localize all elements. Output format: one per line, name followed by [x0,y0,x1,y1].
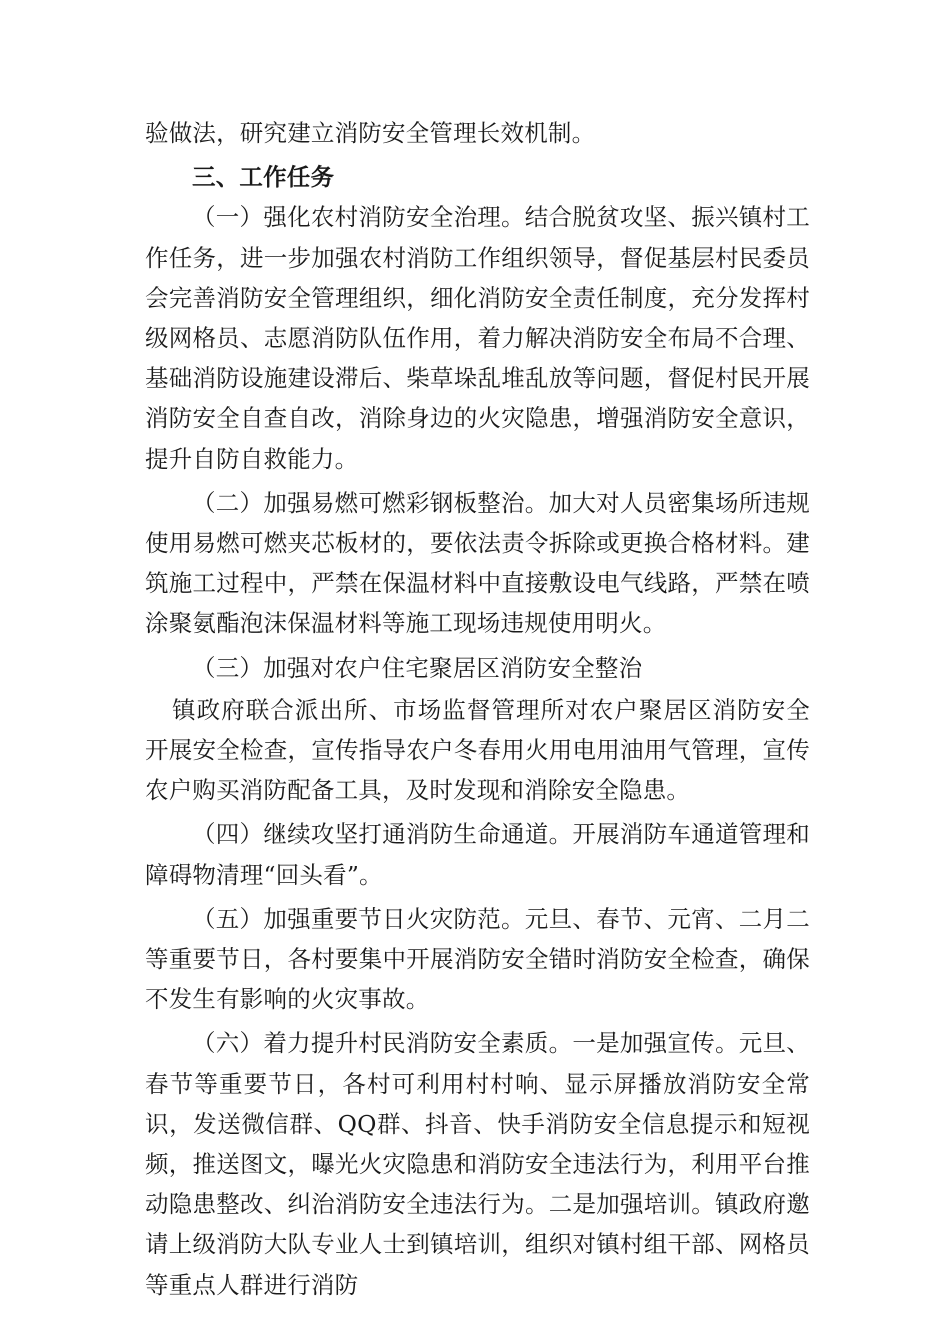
paragraph-continuation: 验做法，研究建立消防安全管理长效机制。 [145,119,596,147]
document-page [145,113,810,1309]
paragraph-task-1: （一）强化农村消防安全治理。结合脱贫攻坚、振兴镇村工作任务，进一步加强农村消防工作组织领导，督促基层村民委员会完善消防安全管理组织，细化消防安全责任制度，充分发挥村级网格员、志愿消防队伍作用，着力解决消防安全布局不合理、基础消防设施建设滞后、柴草垛乱堆乱放等问题，督促村民开展消防安全自查自改，消除身边的火灾隐患，增强消防安全意识，提升自防自救能力。 [145,203,810,473]
paragraph-task-3-body: 镇政府联合派出所、市场监督管理所对农户聚居区消防安全开展安全检查，宣传指导农户冬春用火用电用油用气管理，宣传农户购买消防配备工具，及时发现和消除安全隐患。 [145,695,810,805]
paragraph-task-6: （六）着力提升村民消防安全素质。一是加强宣传。元旦、春节等重要节日，各村可利用村村响、显示屏播放消防安全常识，发送微信群、QQ群、抖音、快手消防安全信息提示和短视频，推送图文，曝光火灾隐患和消防安全违法行为，利用平台推动隐患整改、纠治消防安全违法行为。二是加强培训。镇政府邀请上级消防大队专业人士到镇培训，组织对镇村组干部、网格员等重点人群进行消防 [145,1029,810,1299]
paragraph-task-2: （二）加强易燃可燃彩钢板整治。加大对人员密集场所违规使用易燃可燃夹芯板材的，要依法责令拆除或更换合格材料。建筑施工过程中，严禁在保温材料中直接敷设电气线路，严禁在喷涂聚氨酯泡沫保温材料等施工现场违规使用明火。 [145,488,810,638]
paragraph-task-4: （四）继续攻坚打通消防生命通道。开展消防车通道管理和障碍物清理“回头看”。 [145,820,810,889]
paragraph-task-3-title: （三）加强对农户住宅聚居区消防安全整治 [192,653,643,682]
section-heading-work-tasks: 三、工作任务 [192,163,335,192]
paragraph-task-5: （五）加强重要节日火灾防范。元旦、春节、元宵、二月二等重要节日，各村要集中开展消防安全错时消防安全检查，确保不发生有影响的火灾事故。 [145,904,810,1014]
